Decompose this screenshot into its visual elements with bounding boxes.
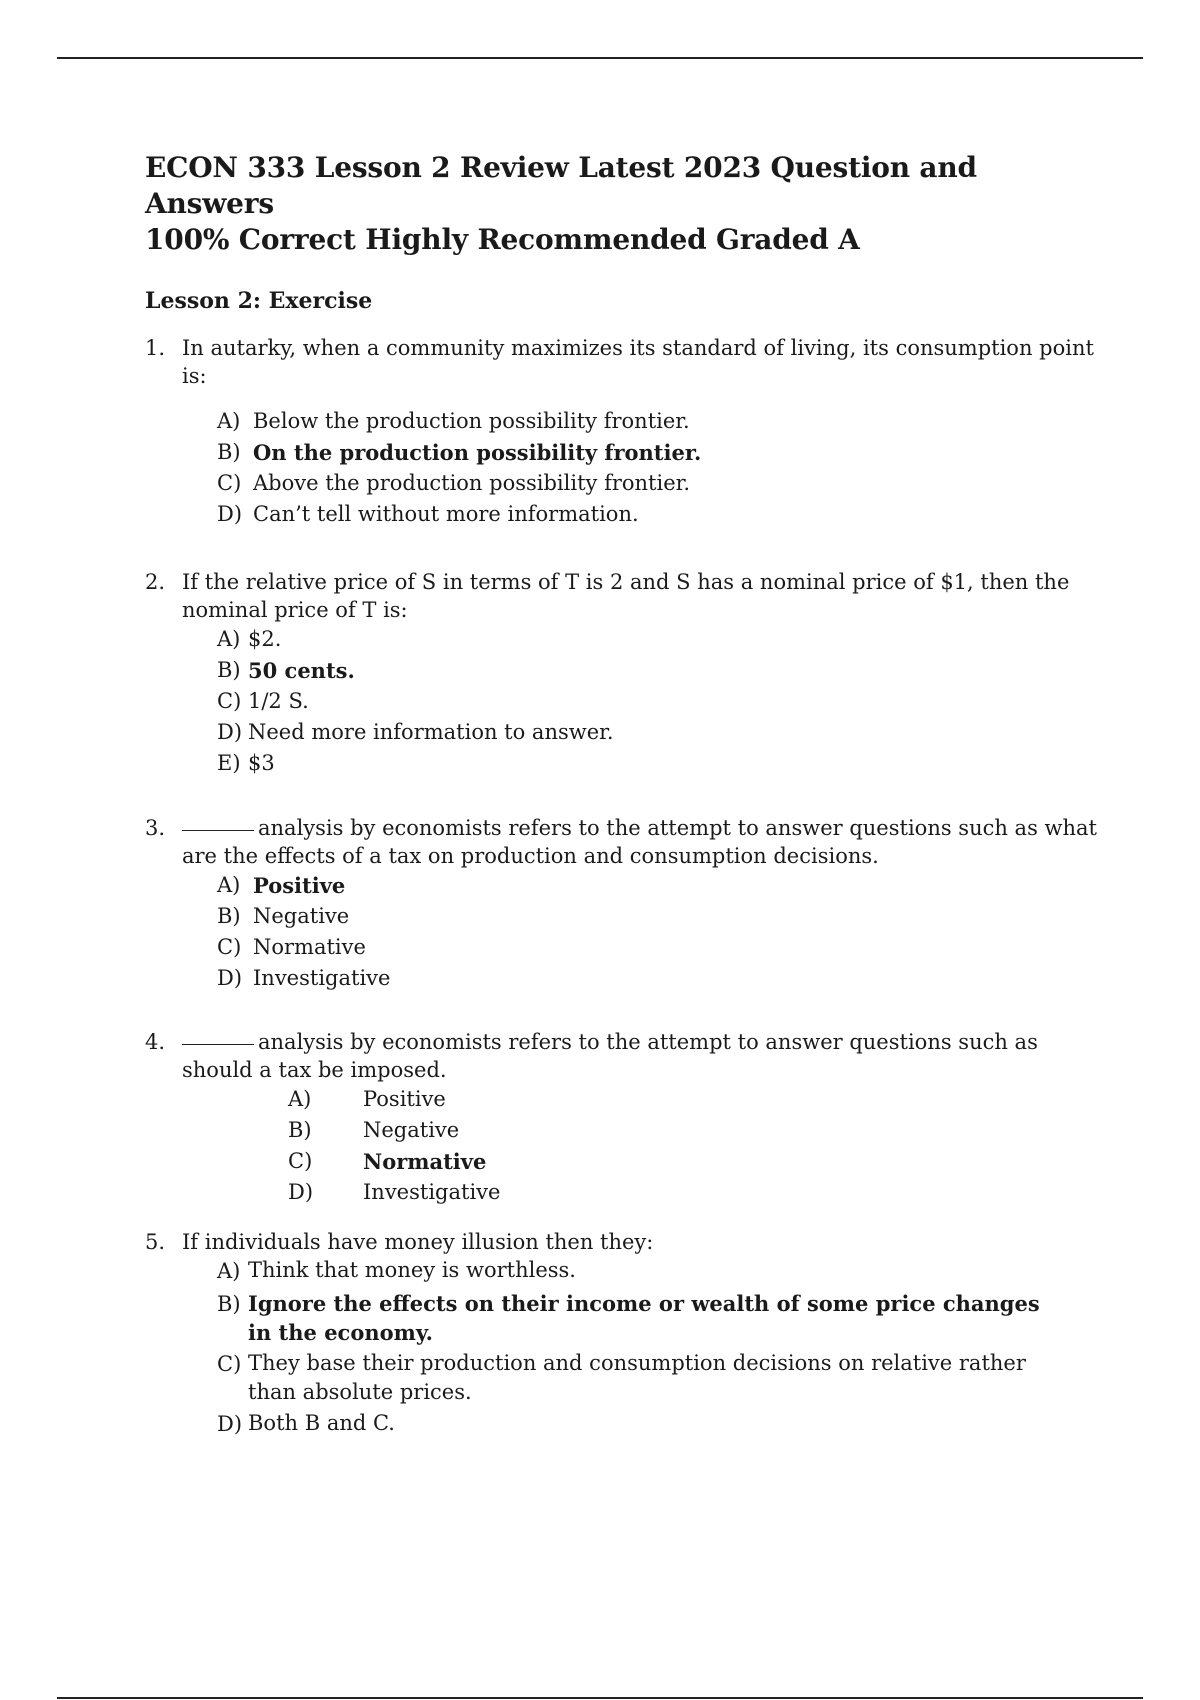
option-letter: D) — [217, 502, 243, 526]
option-b-correct — [217, 655, 1105, 686]
question-number: 4. — [145, 1030, 166, 1054]
option-text: Above the production possibility frontier. — [253, 471, 691, 495]
option-letter: A) — [217, 1259, 241, 1283]
option-letter: A) — [217, 873, 241, 897]
option-text: Normative — [363, 1149, 487, 1174]
question-1 — [145, 334, 1105, 530]
option-text: Positive — [363, 1087, 446, 1111]
option-b — [217, 901, 1105, 932]
option-text: Positive — [253, 873, 346, 898]
section-heading: Lesson 2: Exercise — [145, 288, 373, 314]
option-text: Need more information to answer. — [248, 720, 614, 744]
option-text: $2. — [248, 627, 282, 651]
question-number: 5. — [145, 1230, 166, 1254]
answer-blank — [182, 1044, 254, 1045]
question-3 — [145, 814, 1105, 994]
option-c-correct — [288, 1146, 1105, 1177]
option-e — [217, 748, 1105, 779]
option-letter: B) — [217, 658, 241, 682]
option-letter: C) — [217, 689, 242, 713]
answer-blank — [182, 830, 254, 831]
option-d — [217, 717, 1105, 748]
option-text: Normative — [253, 935, 366, 959]
bottom-rule — [57, 1697, 1143, 1699]
question-stem: analysis by economists refers to the attempt to answer questions such as should a tax be imposed. — [182, 1030, 1038, 1082]
top-rule — [57, 57, 1143, 59]
option-d — [217, 963, 1105, 994]
question-4 — [145, 1028, 1105, 1208]
option-text: Investigative — [253, 966, 391, 990]
option-text: Both B and C. — [248, 1411, 395, 1435]
option-letter: A) — [217, 627, 241, 651]
option-b-correct — [217, 437, 1105, 468]
option-d — [217, 499, 1105, 530]
question-2 — [145, 568, 1105, 779]
question-5 — [145, 1228, 1105, 1442]
option-letter: B) — [217, 440, 241, 464]
option-letter: D) — [217, 966, 243, 990]
option-a — [217, 1256, 1105, 1287]
option-letter: D) — [217, 720, 243, 744]
option-text: Below the production possibility frontier. — [253, 409, 690, 433]
option-letter: C) — [288, 1149, 313, 1173]
option-c — [217, 932, 1105, 963]
option-letter: D) — [217, 1412, 243, 1436]
option-a-correct — [217, 870, 1105, 901]
option-b-correct — [217, 1289, 1105, 1347]
answer-options — [145, 870, 1105, 994]
option-letter: C) — [217, 471, 242, 495]
question-number: 2. — [145, 570, 166, 594]
option-letter: B) — [288, 1118, 312, 1142]
option-b — [288, 1115, 1105, 1146]
option-a — [217, 624, 1105, 655]
option-text: Investigative — [363, 1180, 501, 1204]
question-stem: In autarky, when a community maximizes its standard of living, its consumption point is: — [182, 336, 1094, 388]
option-letter: D) — [288, 1180, 314, 1204]
option-text: 50 cents. — [248, 658, 355, 683]
option-text: Ignore the effects on their income or wealth of some price changes in the economy. — [248, 1291, 1040, 1345]
answer-options — [145, 624, 1105, 779]
question-number: 1. — [145, 336, 166, 360]
answer-options — [145, 406, 1105, 530]
option-text: Think that money is worthless. — [248, 1258, 576, 1282]
option-text: They base their production and consumption decisions on relative rather than absolute prices. — [248, 1351, 1026, 1404]
option-letter: B) — [217, 904, 241, 928]
question-number: 3. — [145, 816, 166, 840]
title-line-2: 100% Correct Highly Recommended Graded A — [145, 223, 860, 256]
answer-options — [145, 1084, 1105, 1208]
option-text: Can’t tell without more information. — [253, 502, 639, 526]
option-letter: C) — [217, 935, 242, 959]
option-letter: C) — [217, 1352, 242, 1376]
option-d — [288, 1177, 1105, 1208]
question-stem: If the relative price of S in terms of T is 2 and S has a nominal price of $1, then the nominal price of T is: — [182, 570, 1070, 622]
option-letter: B) — [217, 1292, 241, 1316]
option-c — [217, 1349, 1105, 1407]
option-c — [217, 686, 1105, 717]
title-line-1: ECON 333 Lesson 2 Review Latest 2023 Question and Answers — [145, 151, 977, 220]
option-a — [217, 406, 1105, 437]
question-stem: analysis by economists refers to the attempt to answer questions such as what are the effects of a tax on production and consumption decisions. — [182, 816, 1097, 868]
option-letter: A) — [288, 1087, 312, 1111]
option-letter: E) — [217, 751, 241, 775]
question-stem: If individuals have money illusion then they: — [182, 1230, 654, 1254]
option-d — [217, 1409, 1105, 1440]
answer-options — [145, 1256, 1105, 1440]
option-text: $3 — [248, 751, 275, 775]
option-c — [217, 468, 1105, 499]
option-a — [288, 1084, 1105, 1115]
option-letter: A) — [217, 409, 241, 433]
option-text: Negative — [363, 1118, 460, 1142]
option-text: 1/2 S. — [248, 689, 309, 713]
option-text: On the production possibility frontier. — [253, 440, 702, 465]
document-title — [145, 150, 1075, 258]
option-text: Negative — [253, 904, 350, 928]
